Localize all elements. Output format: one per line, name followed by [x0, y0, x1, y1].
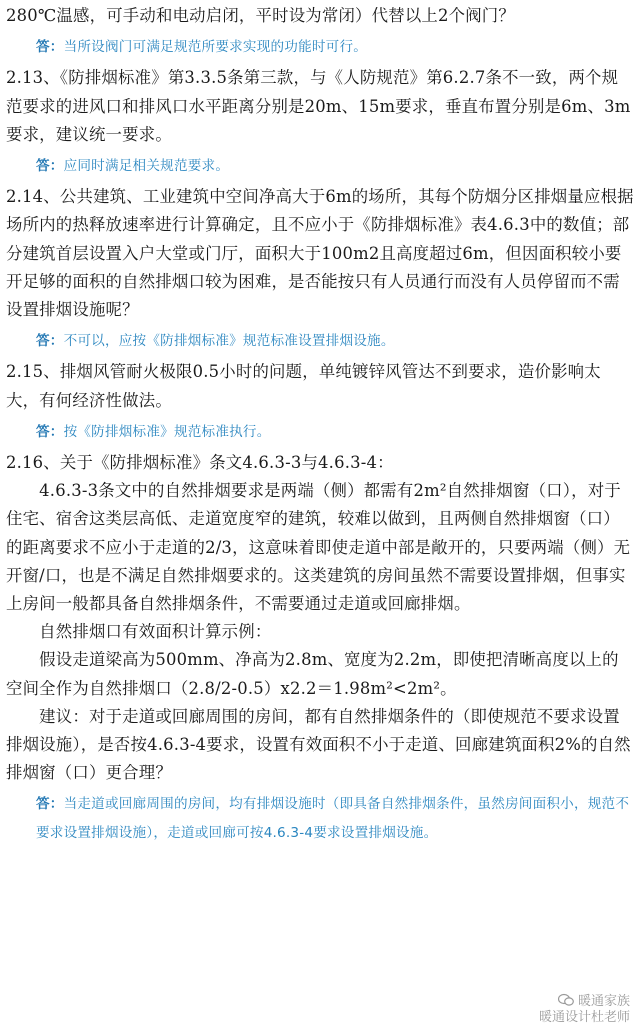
answer-2-12 — [0, 33, 640, 61]
wechat-icon — [558, 993, 574, 1007]
paragraph-top: 280℃温感，可手动和电动启闭，平时设为常闭）代替以上2个阀门？ — [6, 6, 515, 25]
paragraph-2-16-d: 建议：对于走道或回廊周围的房间，都有自然排烟条件的（即使规范不要求设置排烟设施），是否按4.6.3-4要求，设置有效面积不小于走道、回廊建筑面积2%的自然排烟窗（口）更合理？ — [6, 706, 631, 783]
answer-2-14 — [0, 327, 640, 355]
question-2-14: 2.14、公共建筑、工业建筑中空间净高大于6m的场所，其每个防烟分区排烟量应根据场所内的热释放速率进行计算确定，且不应小于《防排烟标准》表4.6.3中的数值；部分建筑首层设置入户大堂或门厅，面积大于100m2且高度超过6m，但因面积较小要开足够的面积的自然排烟口较为困难，是否能按只有人员通行而没有人员停留而不需设置排烟设施呢？ — [6, 187, 634, 320]
paragraph-2-16-a: 4.6.3-3条文中的自然排烟要求是两端（侧）都需有2m²自然排烟窗（口），对于住宅、宿舍这类层高低、走道宽度窄的建筑，较难以做到，且两侧自然排烟窗（口）的距离要求不应小于走道的2/3，这意味着即使走道中部是敞开的，只要两端（侧）无开窗/口，也是不满足自然排烟要求的。这类建筑的房间虽然不需要设置排烟，但事实上房间一般都具备自然排烟条件，不需要通过走道或回廊排烟。 — [6, 481, 631, 614]
answer-text: 按《防排烟标准》规范标准执行。 — [63, 423, 271, 440]
paragraph-2-16-c: 假设走道梁高为500mm、净高为2.8m、宽度为2.2m，即使把清晰高度以上的空间全作为自然排烟口（2.8/2-0.5）x2.2＝1.98m²<2m²。 — [6, 650, 619, 698]
answer-2-15 — [0, 418, 640, 446]
answer-label: 答： — [36, 39, 64, 56]
answer-2-16 — [0, 790, 640, 846]
answer-2-13 — [0, 152, 640, 180]
question-2-13: 2.13、《防排烟标准》第3.3.5条第三款，与《人防规范》第6.2.7条不一致，两个规范要求的进风口和排风口水平距离分别是20m、15m要求，垂直布置分别是6m、3m要求，建议统一要求。 — [6, 68, 631, 144]
answer-text: 应同时满足相关规范要求。 — [63, 158, 230, 175]
watermark-line-1: 暖通家族 — [577, 994, 630, 1009]
answer-text: 不可以，应按《防排烟标准》规范标准设置排烟设施。 — [63, 333, 395, 350]
answer-text: 当所设阀门可满足规范所要求实现的功能时可行。 — [63, 39, 368, 56]
answer-label: 答： — [36, 333, 64, 350]
answer-label: 答： — [36, 796, 64, 813]
question-2-15: 2.15、排烟风管耐火极限0.5小时的问题，单纯镀锌风管达不到要求，造价影响太大，有何经济性做法。 — [6, 362, 601, 410]
watermark — [539, 993, 630, 1026]
watermark-line-2: 暖通设计杜老师 — [538, 1010, 630, 1025]
answer-label: 答： — [36, 423, 64, 440]
answer-label: 答： — [36, 158, 64, 175]
answer-text: 当走道或回廊周围的房间，均有排烟设施时（即具备自然排烟条件，虽然房间面积小，规范不要求设置排烟设施），走道或回廊可按4.6.3-4要求设置排烟设施。 — [36, 796, 630, 841]
paragraph-2-16-b: 自然排烟口有效面积计算示例： — [6, 622, 272, 642]
question-2-16: 2.16、关于《防排烟标准》条文4.6.3-3与4.6.3-4： — [6, 453, 394, 473]
